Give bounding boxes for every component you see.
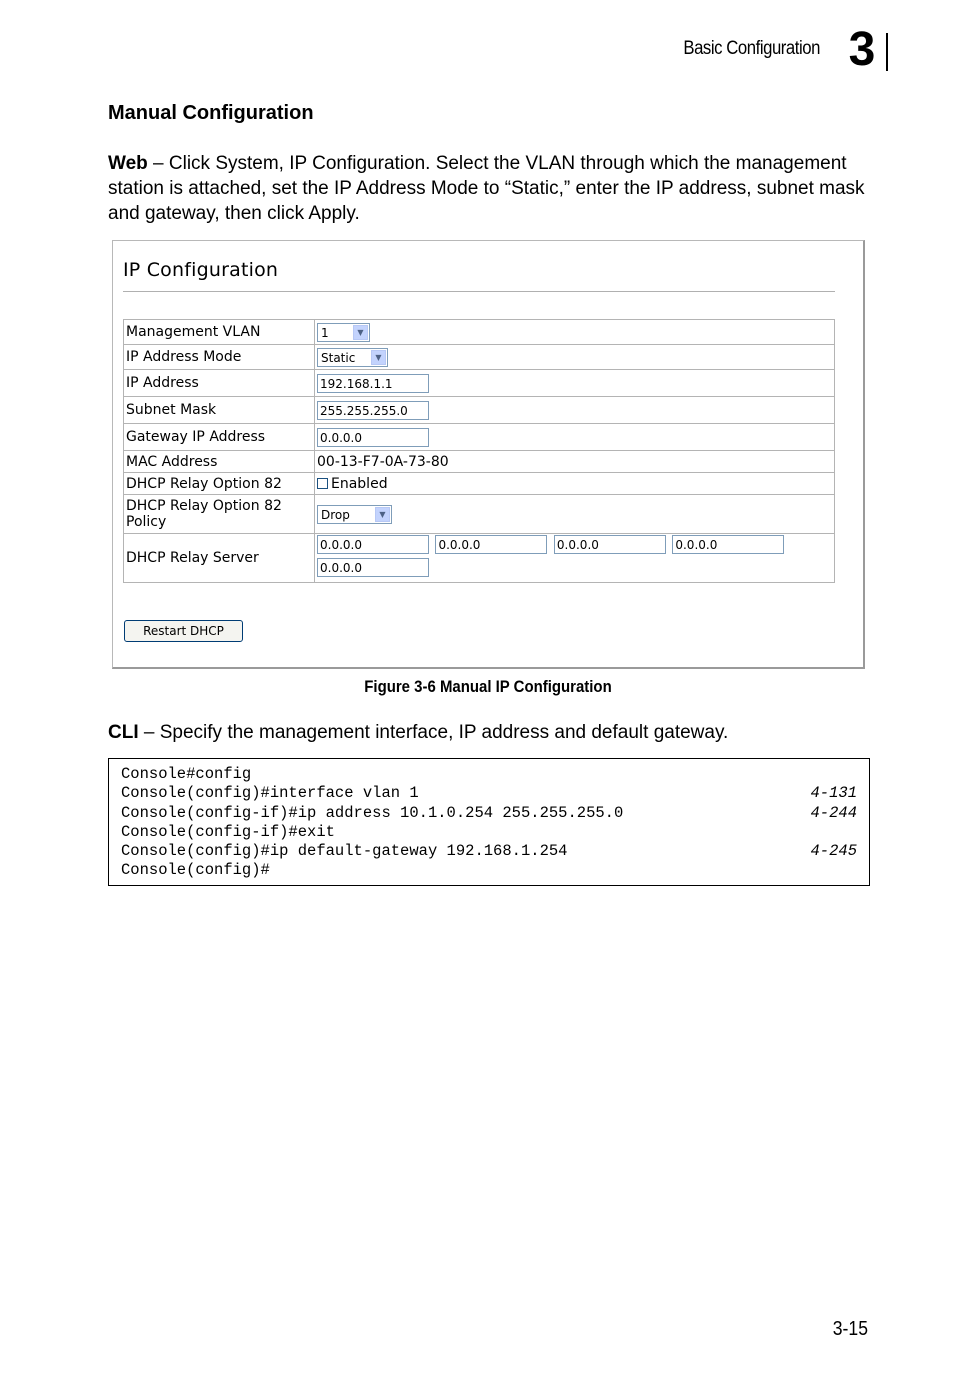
mac-address-value: 00-13-F7-0A-73-80	[315, 451, 835, 473]
code-line	[121, 842, 857, 861]
row-ip-address-mode	[124, 345, 835, 370]
chevron-down-icon: ▼	[371, 350, 386, 365]
dhcp-relay-82-policy-select[interactable]	[317, 505, 392, 524]
dhcp-relay-82-checkbox[interactable]	[317, 478, 328, 489]
cli-code-block	[108, 758, 870, 886]
code-line	[121, 765, 857, 784]
code-command: Console(config)#	[121, 861, 270, 880]
management-vlan-select[interactable]	[317, 323, 370, 342]
row-management-vlan	[124, 320, 835, 345]
chapter-number: 3	[848, 23, 876, 76]
section-heading: Manual Configuration	[108, 102, 314, 124]
code-line	[121, 823, 857, 842]
row-dhcp-relay-82	[124, 473, 835, 495]
relay-server-field-3[interactable]: 0.0.0.0	[554, 535, 666, 554]
ip-address-label: IP Address	[124, 370, 315, 397]
web-text: – Click System, IP Configuration. Select the VLAN through which the management station is attached, set the IP Address Mode to “Static,” enter the IP address, subnet mask and gateway, then click Apply.	[108, 153, 865, 224]
code-command: Console#config	[121, 765, 252, 783]
code-line	[121, 784, 857, 803]
web-paragraph	[108, 151, 868, 226]
code-reference: 4-131	[810, 784, 857, 803]
ip-address-mode-value: Static	[321, 350, 356, 365]
code-command: Console(config)#ip default-gateway 192.168.1.254	[121, 842, 568, 861]
dhcp-relay-82-label: DHCP Relay Option 82	[124, 473, 315, 495]
title-divider	[123, 291, 835, 292]
code-line	[121, 804, 857, 823]
row-mac-address	[124, 451, 835, 473]
code-command: Console(config)#interface vlan 1	[121, 784, 419, 803]
management-vlan-label: Management VLAN	[124, 320, 315, 345]
row-dhcp-relay-server	[124, 534, 835, 583]
cli-paragraph	[108, 720, 868, 745]
dhcp-relay-82-checkbox-label: Enabled	[331, 475, 388, 492]
restart-dhcp-button[interactable]: Restart DHCP	[124, 620, 243, 642]
gateway-field[interactable]: 0.0.0.0	[317, 428, 429, 447]
relay-server-field-4[interactable]: 0.0.0.0	[672, 535, 784, 554]
row-gateway	[124, 424, 835, 451]
header-divider	[886, 33, 888, 71]
row-ip-address	[124, 370, 835, 397]
dhcp-relay-82-policy-label: DHCP Relay Option 82 Policy	[124, 495, 315, 534]
figure-caption: Figure 3-6 Manual IP Configuration	[364, 677, 612, 696]
mac-address-label: MAC Address	[124, 451, 315, 473]
screenshot-title: IP Configuration	[123, 259, 279, 281]
subnet-mask-field[interactable]: 255.255.255.0	[317, 401, 429, 420]
relay-server-field-2[interactable]: 0.0.0.0	[435, 535, 547, 554]
code-command: Console(config-if)#exit	[121, 822, 335, 841]
chapter-title: Basic Configuration	[683, 38, 820, 59]
row-subnet-mask	[124, 397, 835, 424]
page-number: 3-15	[832, 1318, 868, 1340]
ip-configuration-screenshot	[112, 240, 865, 669]
code-reference: 4-245	[810, 842, 857, 861]
subnet-mask-label: Subnet Mask	[124, 397, 315, 424]
relay-server-field-5[interactable]: 0.0.0.0	[317, 558, 429, 577]
ip-address-mode-label: IP Address Mode	[124, 345, 315, 370]
code-line	[121, 861, 857, 880]
gateway-label: Gateway IP Address	[124, 424, 315, 451]
cli-label: CLI	[108, 722, 139, 743]
code-reference: 4-244	[810, 803, 857, 822]
ip-address-mode-select[interactable]	[317, 348, 388, 367]
dhcp-relay-82-policy-value: Drop	[321, 507, 350, 522]
code-command: Console(config-if)#ip address 10.1.0.254 255.255.255.0	[121, 803, 624, 822]
row-dhcp-relay-82-policy	[124, 495, 835, 534]
ip-config-table	[123, 319, 835, 583]
web-label: Web	[108, 153, 148, 174]
chevron-down-icon: ▼	[375, 507, 390, 522]
management-vlan-value: 1	[321, 325, 329, 340]
relay-server-field-1[interactable]: 0.0.0.0	[317, 535, 429, 554]
cli-text: – Specify the management interface, IP address and default gateway.	[138, 722, 729, 743]
dhcp-relay-server-label: DHCP Relay Server	[124, 534, 315, 583]
chevron-down-icon: ▼	[353, 325, 368, 340]
ip-address-field[interactable]: 192.168.1.1	[317, 374, 429, 393]
